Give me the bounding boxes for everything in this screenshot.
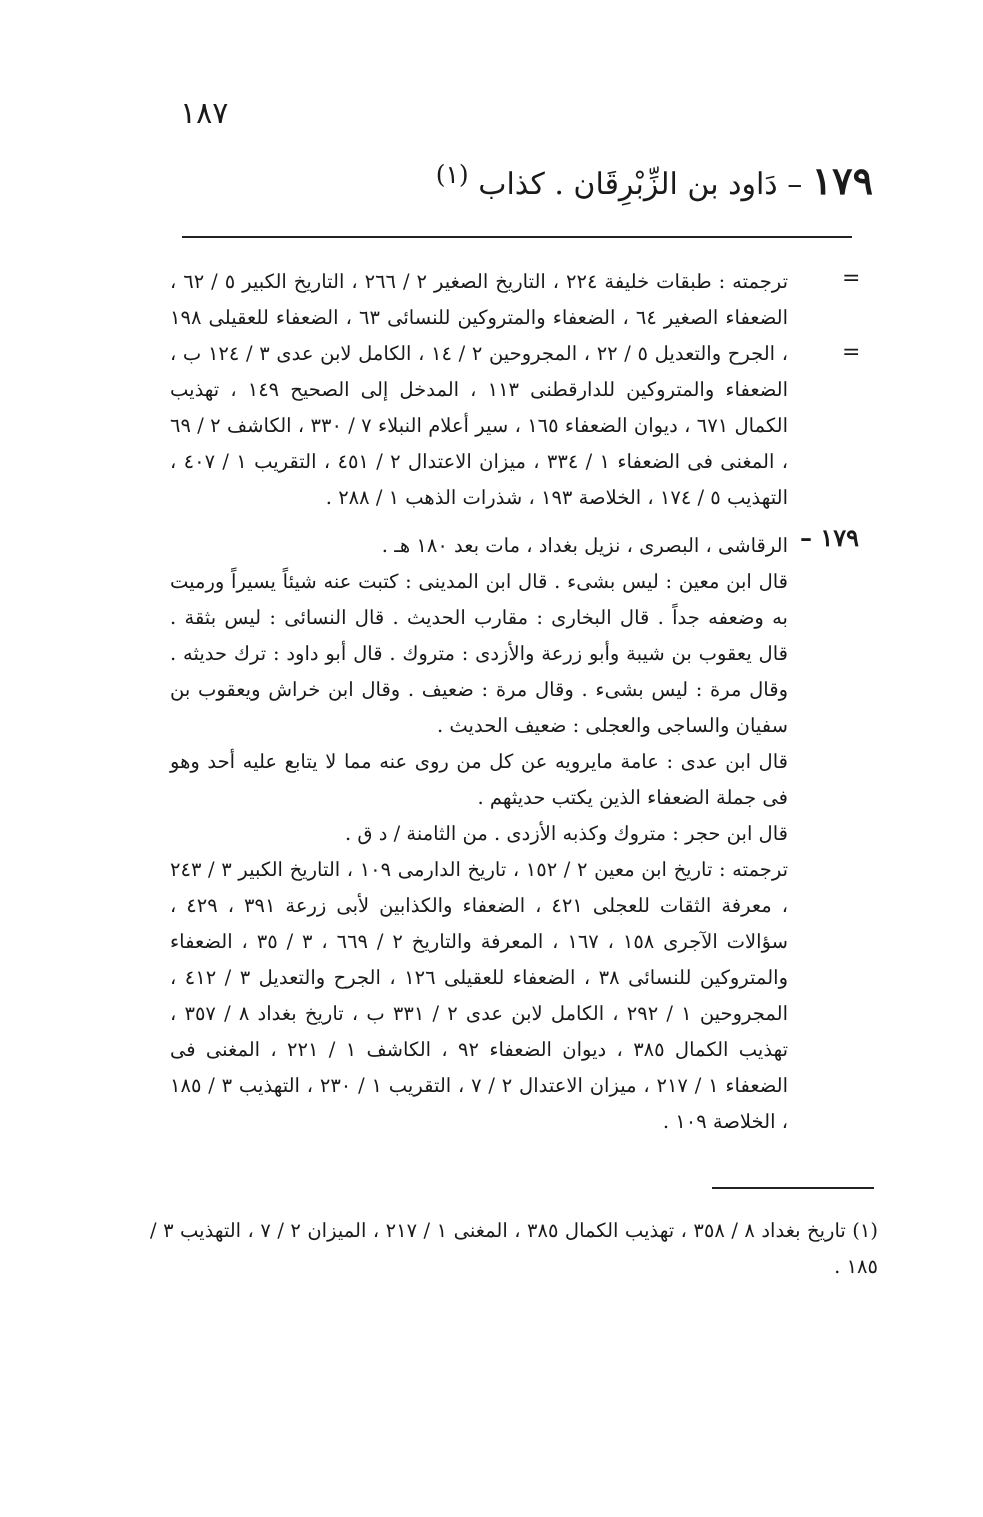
- heading-divider: [182, 236, 852, 238]
- entry-body: [170, 528, 788, 1140]
- continuation-marker: =: [842, 340, 861, 365]
- continuation-marker: =: [842, 266, 861, 291]
- entry-paragraph: قال ابن حجر : متروك وكذبه الأزدى . من الثامنة / د ق .: [344, 822, 788, 845]
- previous-entry-sources-text: ترجمته : طبقات خليفة ٢٢٤ ، التاريخ الصغير ٢ / ٢٦٦ ، التاريخ الكبير ٥ / ٦٢ ، الضعفاء الصغير ٦٤ ، الضعفاء والمتروكين للنسائى ٦٣ ، الضعفاء للعقيلى ١٩٨ ، الجرح والتعديل ٥ / ٢٢ ، المجروحين ٢ / ١٤ ، الكامل لابن عدى ٣ / ١٢٤ ب ، الضعفاء والمتروكين للدارقطنى ١١٣ ، المدخل إلى الصحيح ١٤٩ ، تهذيب الكمال ٦٧١ ، ديوان الضعفاء ١٦٥ ، سير أعلام النبلاء ٧ / ٣٣٠ ، الكاشف ٢ / ٦٩ ، المغنى فى الضعفاء ١ / ٣٣٤ ، ميزان الاعتدال ٢ / ٤٥١ ، التقريب ١ / ٤٠٧ ، التهذيب ٥ / ١٧٤ ، الخلاصة ١٩٣ ، شذرات الذهب ١ / ٢٨٨ .: [170, 270, 789, 509]
- entry-number-dash: –: [800, 523, 812, 552]
- entry-paragraph: قال ابن عدى : عامة مايرويه عن كل من روى عنه مما لا يتابع عليه أحد وهو فى جملة الضعفاء الذين يكتب حديثهم .: [170, 750, 788, 809]
- page-number: ١٨٧: [180, 96, 229, 131]
- previous-entry-sources: [170, 264, 788, 516]
- heading-entry-number: ١٧٩: [811, 158, 873, 203]
- entry-number: [800, 523, 859, 552]
- entry-paragraph: قال ابن معين : ليس بشىء . قال ابن المدينى : كتبت عنه شيئاً يسيراً ورميت به وضعفه جداً . قال البخارى : مقارب الحديث . قال النسائى : ليس بثقة . قال يعقوب بن شيبة وأبو زرعة والأزدى : متروك . قال أبو داود : ترك حديثه . وقال مرة : ليس بشىء . وقال مرة : ضعيف . وقال ابن خراش ويعقوب بن سفيان والساجى والعجلى : ضعيف الحديث .: [170, 570, 788, 737]
- footnote-divider: [712, 1187, 874, 1189]
- heading-footnote-mark: (١): [435, 160, 469, 189]
- entry-number-digits: ١٧٩: [820, 523, 860, 552]
- entry-sources: ترجمته : تاريخ ابن معين ٢ / ١٥٢ ، تاريخ الدارمى ١٠٩ ، التاريخ الكبير ٣ / ٢٤٣ ، معرفة الثقات للعجلى ٤٢١ ، الضعفاء والكذابين لأبى زرعة ٣٩١ ، ٤٢٩ ، سؤالات الآجرى ١٥٨ ، ١٦٧ ، المعرفة والتاريخ ٢ / ٦٦٩ ، ٣ / ٣٥ ، الضعفاء والمتروكين للنسائى ٣٨ ، الضعفاء للعقيلى ١٢٦ ، الجرح والتعديل ٣ / ٤١٢ ، المجروحين ١ / ٢٩٢ ، الكامل لابن عدى ٢ / ٣٣١ ب ، تاريخ بغداد ٨ / ٣٥٧ ، تهذيب الكمال ٣٨٥ ، ديوان الضعفاء ٩٢ ، الكاشف ١ / ٢٢١ ، المغنى فى الضعفاء ١ / ٢١٧ ، ميزان الاعتدال ٢ / ٧ ، التقريب ١ / ٢٣٠ ، التهذيب ٣ / ١٨٥ ، الخلاصة ١٠٩ .: [170, 858, 789, 1133]
- entry-heading: [436, 158, 873, 203]
- heading-dash: –: [787, 167, 803, 202]
- footnote-text: (١) تاريخ بغداد ٨ / ٣٥٨ ، تهذيب الكمال ٣٨٥ ، المغنى ١ / ٢١٧ ، الميزان ٢ / ٧ ، التهذيب ٣ / ١٨٥ .: [150, 1219, 879, 1278]
- heading-title: دَاود بن الزِّبْرِقَان . كذاب: [478, 167, 778, 202]
- entry-intro: الرقاشى ، البصرى ، نزيل بغداد ، مات بعد ١٨٠ هـ .: [381, 534, 788, 557]
- footnote: [150, 1213, 878, 1285]
